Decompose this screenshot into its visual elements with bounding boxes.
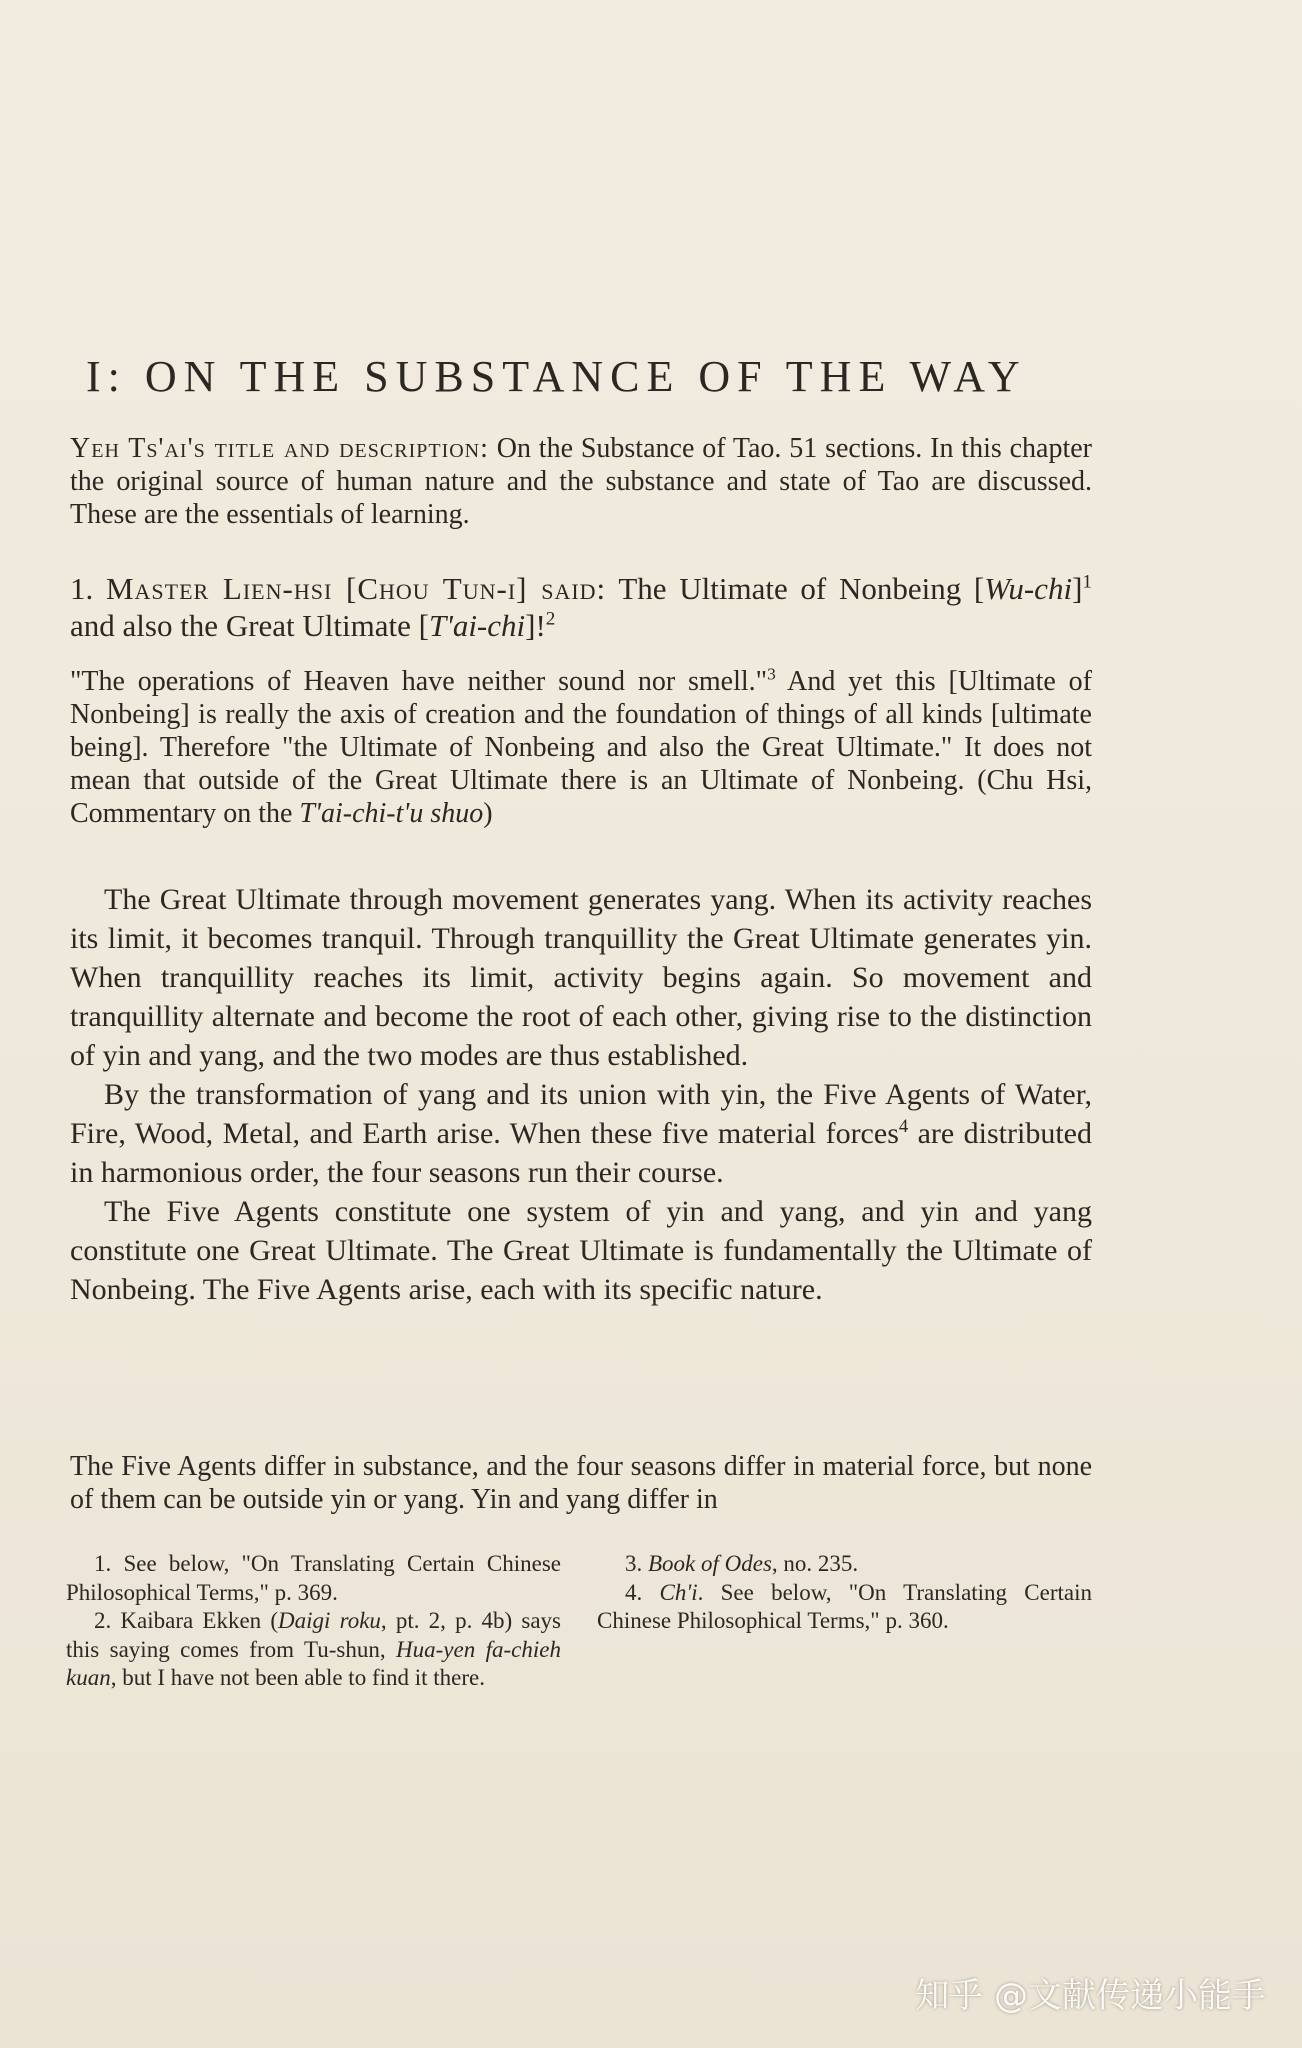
section-1	[70, 570, 1092, 644]
section-text: ]!	[525, 608, 546, 643]
main-paragraph-2	[70, 1075, 1092, 1192]
footnote-text: 4.	[625, 1579, 660, 1605]
section-speaker-bracket: [Chou Tun-i]	[332, 571, 542, 606]
footnotes-left-column	[66, 1550, 561, 1693]
footnote-2	[66, 1607, 561, 1693]
section-speaker: Master Lien-hsi	[105, 571, 333, 606]
footnote-work-title: Daigi roku	[278, 1608, 381, 1633]
commentary-block	[70, 665, 1092, 830]
footnote-text: , no. 235.	[771, 1551, 859, 1576]
footnote-text: 3.	[625, 1551, 648, 1576]
continuation-text: The Five Agents differ in substance, and the four seasons differ in material force, but none of them can be outside yin or yang. Yin and yang differ in	[70, 1451, 1092, 1515]
chapter-title: I: ON THE SUBSTANCE OF THE WAY	[86, 352, 1027, 402]
footnotes-right-column	[597, 1550, 1092, 1693]
footnote-text: , pt. 2, p. 4b) says this saying comes from Tu-shun,	[66, 1608, 561, 1662]
footnote-text: 2. Kaibara Ekken (	[94, 1608, 279, 1633]
footnote-ref: 3	[767, 664, 776, 684]
footnote-ref: 4	[898, 1116, 909, 1137]
description-text: On the Substance of Tao. 51 sections. In this chapter the original source of human nature and the substance and state of Tao are discussed. These are the essentials of learning.	[70, 433, 1092, 530]
main-paragraph-1: The Great Ultimate through movement generates yang. When its activity reaches its limit, it becomes tranquil. Through tranquillity the Great Ultimate generates yin. When tranquillity reaches its limit, activity begins again. So movement and tranquillity alternate and become the root of each other, giving rise to the distinction of yin and yang, and the two modes are thus established.	[70, 883, 1092, 1072]
paragraph-text: By the transformation of yang and its union with yin, the Five Agents of Water, Fire, Wood, Metal, and Earth arise. When these five material forces	[70, 1078, 1092, 1150]
description-lead: Yeh Ts'ai's title and description:	[70, 433, 489, 464]
footnote-text: . See below, "On Translating Certain Chinese Philosophical Terms," p. 360.	[597, 1579, 1092, 1633]
footnote-1: 1. See below, "On Translating Certain Chinese Philosophical Terms," p. 369.	[66, 1551, 561, 1605]
section-said: said:	[541, 571, 607, 606]
footnote-4	[597, 1579, 1092, 1636]
section-text: ]	[1072, 571, 1083, 606]
term-tai-chi: T'ai-chi	[428, 608, 526, 643]
footnote-term: Ch'i	[659, 1579, 698, 1605]
paragraph-text: are distributed in harmonious order, the four seasons run their course.	[70, 1117, 1092, 1189]
section-number: 1.	[70, 571, 106, 606]
commentary-text: )	[483, 798, 493, 829]
main-paragraph-3: The Five Agents constitute one system of yin and yang, and yin and yang constitute one Great Ultimate. The Great Ultimate is fundamentally the Ultimate of Nonbeing. The Five Agents arise, each with its specific nature.	[70, 1195, 1092, 1306]
chapter-description	[70, 432, 1092, 531]
footnote-work-title: Hua-yen fa-chieh kuan	[66, 1636, 561, 1690]
section-text: and also the Great Ultimate [	[70, 608, 429, 643]
footnotes	[66, 1550, 1092, 1693]
footnote-text: , but I have not been able to find it there.	[110, 1665, 485, 1690]
footnote-ref: 1	[1082, 571, 1092, 593]
commentary-text: And yet this [Ultimate of Nonbeing] is really the axis of creation and the foundation of things of all kinds [ultimate being]. Therefore "the Ultimate of Nonbeing and also the Great Ultimate." It does not mean that outside of the Great Ultimate there is an Ultimate of Nonbeing. (Chu Hsi, Commentary on the	[70, 666, 1092, 829]
section-text: The Ultimate of Nonbeing [	[606, 571, 985, 606]
main-text	[70, 880, 1092, 1309]
term-wu-chi: Wu-chi	[984, 571, 1073, 606]
watermark: 知乎 @文献传递小能手	[915, 1976, 1266, 2016]
commentary-work-title: T'ai-chi-t'u shuo	[299, 798, 484, 829]
footnote-3	[597, 1550, 1092, 1579]
commentary-text: "The operations of Heaven have neither sound nor smell."	[70, 666, 768, 697]
footnote-work-title: Book of Odes	[648, 1551, 772, 1576]
footnote-ref: 2	[545, 608, 556, 630]
